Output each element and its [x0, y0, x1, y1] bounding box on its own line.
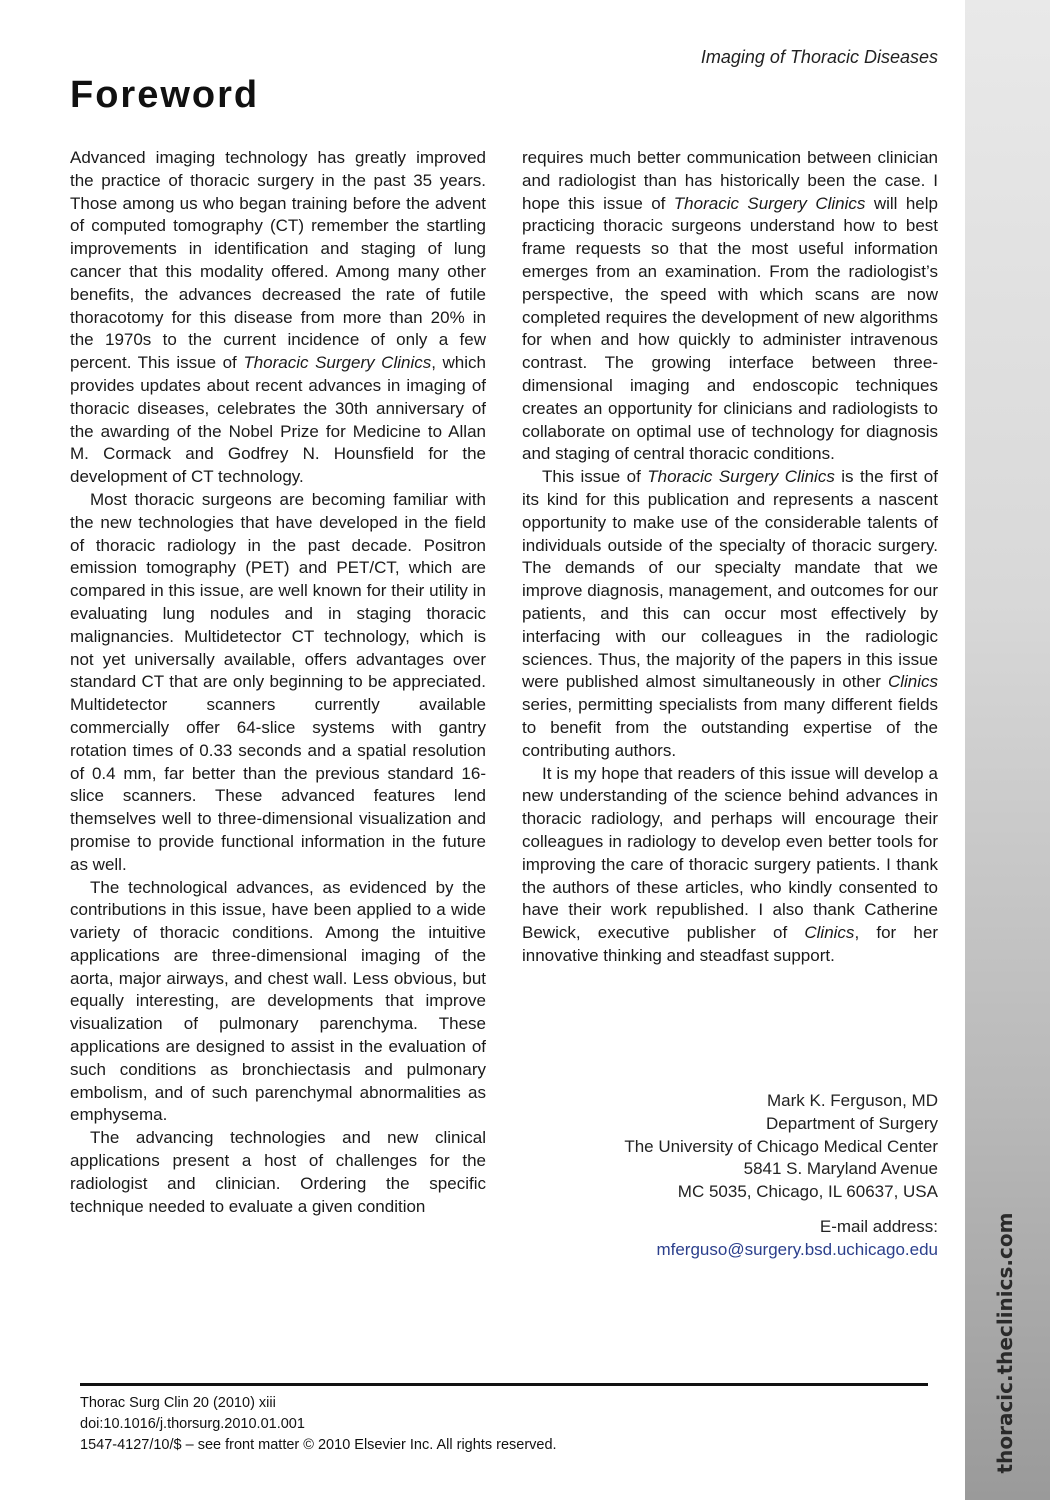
paragraph: The advancing technologies and new clinical applications present a host of challenges for the radiologist and clinician. Ordering the specific technique needed to evaluate a given condition [70, 1128, 486, 1216]
paragraph: Most thoracic surgeons are becoming familiar with the new technologies that have developed in the field of thoracic radiology in the past decade. Positron emission tomography (PET) and PET/CT, which are compared in this issue, are well known for their utility in evaluating lung nodules and in staging thoracic malignancies. Multidetector CT technology, which is not yet universally available, offers advantages over standard CT that are only beginning to be appreciated. Multidetector scanners currently available commercially offer 64-slice systems with gantry rotation times of 0.33 seconds and a spatial resolution of 0.4 mm, far better than the previous standard 16-slice scanners. These advanced features lend themselves well to three-dimensional visualization and promise to provide functional information in the future as well. [70, 489, 486, 874]
running-head: Imaging of Thoracic Diseases [700, 47, 938, 67]
copyright: 1547-4127/10/$ – see front matter © 2010 Elsevier Inc. All rights reserved. [80, 1437, 557, 1453]
paragraph: It is my hope that readers of this issue will develop a new understanding of the science behind advances in thoracic radiology, and perhaps will encourage their colleagues in radiology to develop even better tools for improving the care of thoracic surgery patients. I thank the authors of these articles, who kindly consented to have their work republished. I also thank Catherine Bewick, executive publisher of Clinics, for her innovative thinking and steadfast support. [522, 763, 938, 965]
author-city: MC 5035, Chicago, IL 60637, USA [677, 1182, 938, 1202]
journal-url: thoracic.theclinics.com [993, 1212, 1017, 1474]
author-signature [624, 1090, 938, 1262]
author-name: Mark K. Ferguson, MD [767, 1091, 938, 1110]
email-label: E-mail address: [819, 1216, 938, 1236]
paragraph: This issue of Thoracic Surgery Clinics is the first of its kind for this publication and represents a nascent opportunity to make use of the considerable talents of individuals outside of the specialty of thoracic surgery. The demands of our specialty mandate that we improve diagnosis, management, and outcomes for our patients, and this can occur most effectively by interfacing with our colleagues in the radiologic sciences. Thus, the majority of the papers in this issue were published almost simultaneously in other Clinics series, permitting specialists from many different fields to benefit from the outstanding expertise of the contributing authors. [522, 467, 938, 760]
left-column [70, 147, 486, 1218]
doi: doi:10.1016/j.thorsurg.2010.01.001 [80, 1416, 305, 1432]
paragraph: The technological advances, as evidenced by the contributions in this issue, have been applied to a wide variety of thoracic conditions. Among the intuitive applications are three-dimensional imaging of the aorta, major airways, and chest wall. Less obvious, but equally interesting, are developments that improve visualization of pulmonary parenchyma. These applications are designed to assist in the evaluation of such conditions as bronchiectasis and pulmonary embolism, and of such parenchymal abnormalities as emphysema. [70, 877, 486, 1125]
right-column [522, 147, 938, 968]
footer [80, 1393, 557, 1456]
footer-divider [80, 1383, 928, 1386]
email-link[interactable]: mferguso@surgery.bsd.uchicago.edu [656, 1239, 938, 1259]
paragraph: Advanced imaging technology has greatly improved the practice of thoracic surgery in the past 35 years. Those among us who began training before the advent of computed tomography (CT) remember the startling improvements in identification and staging of lung cancer that this modality offered. Among many other benefits, the advances decreased the rate of futile thoracotomy for this disease from more than 20% in the 1970s to the current incidence of only a few percent. This issue of Thoracic Surgery Clinics, which provides updates about recent advances in imaging of thoracic diseases, celebrates the 30th anniversary of the awarding of the Nobel Prize for Medicine to Allan M. Cormack and Godfrey N. Hounsfield for the development of CT technology. [70, 148, 486, 487]
citation: Thorac Surg Clin 20 (2010) xiii [80, 1395, 276, 1411]
paragraph: requires much better communication between clinician and radiologist than has historically been the case. I hope this issue of Thoracic Surgery Clinics will help practicing thoracic surgeons understand how to best frame requests so that the most useful information emerges from an examination. From the radiologist’s perspective, the speed with which scans are now completed requires the development of new algorithms for when and how quickly to administer intravenous contrast. The growing interface between three-dimensional imaging and endoscopic techniques creates an opportunity for clinicians and radiologists to collaborate on optimal use of technology for diagnosis and staging of central thoracic conditions. [522, 148, 938, 464]
article-title: Foreword [70, 74, 260, 116]
author-institution: The University of Chicago Medical Center [624, 1136, 938, 1156]
author-department: Department of Surgery [766, 1113, 938, 1133]
author-street: 5841 S. Maryland Avenue [743, 1159, 938, 1179]
